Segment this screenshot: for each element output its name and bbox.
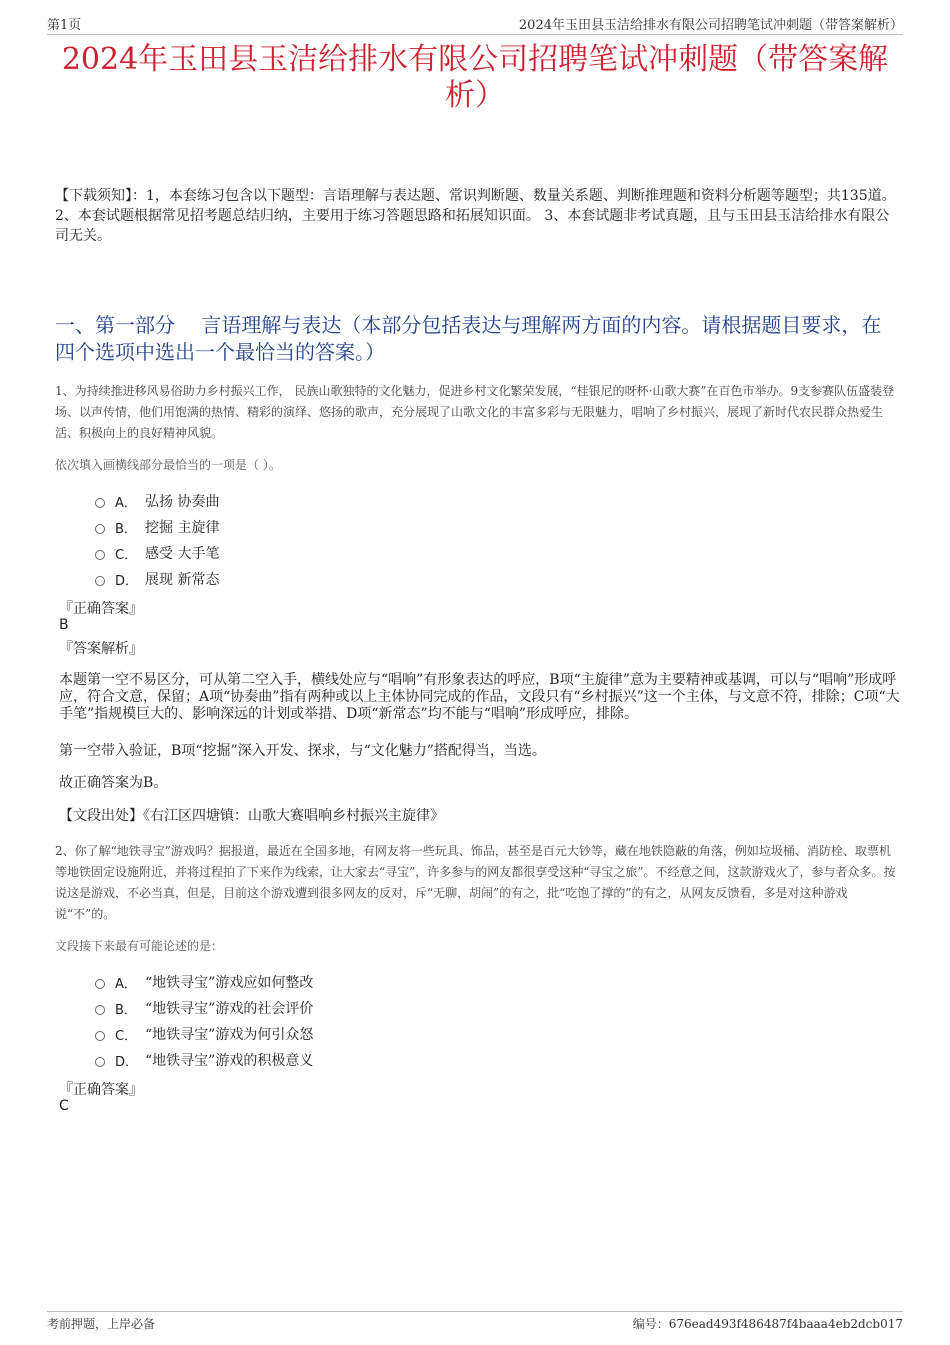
answer-value: B [59,617,69,633]
radio-icon[interactable] [95,1005,105,1015]
header-doc-title: 2024年玉田县玉洁给排水有限公司招聘笔试冲刺题（带答案解析） [518,18,903,33]
analysis-label: 『答案解析』 [59,641,143,657]
question-1-text: 1、为持续推进移风易俗助力乡村振兴工作， 民族山歌独特的文化魅力，促进乡村文化繁荣发展，“桂银尼的呀杯·山歌大赛”在百色市举办。9支参赛队伍盛装登场、以声传情，他们用饱满的热情、精彩的演绎、悠扬的歌声，充分展现了山歌文化的丰富多彩与无限魅力，唱响了乡村振兴，展现了新时代农民群众热爱生活、积极向上的良好精神风貌。 [55,384,895,440]
download-notice: 【下载须知】：1，本套练习包含以下题型：言语理解与表达题、常识判断题、数量关系题、判断推理题和资料分析题等题型；共135道。 2、本套试题根据常见招考题总结归纳，主要用于练习答题思路和拓展知识面。 3、本套试题非考试真题，且与玉田县玉洁给排水有限公司无关。 [55,188,896,244]
radio-icon[interactable] [95,576,105,586]
radio-icon[interactable] [95,979,105,989]
radio-icon[interactable] [95,1057,105,1067]
question-2-options [95,969,313,1073]
document-title: 2024年玉田县玉洁给排水有限公司招聘笔试冲刺题（带答案解析） [61,42,889,113]
page-footer [47,1311,903,1335]
footer-doc-id: 编号：676ead493f486487f4baaa4eb2dcb017 [632,1317,903,1331]
page-number: 第1页 [47,18,82,33]
question-2-text: 2、你了解“地铁寻宝”游戏吗？据报道，最近在全国多地，有网友将一些玩具、饰品，甚至是百元大钞等，藏在地铁隐蔽的角落，例如垃圾桶、消防栓、取票机等地铁固定设施附近，并将过程拍了下来作为线索，让大家去“寻宝”，许多参与的网友都很享受这种“寻宝之旅”。不经意之间，这款游戏火了，参与者众多。按说这是游戏，不必当真，但是，目前这个游戏遭到很多网友的反对，斥“无聊，胡闹”的有之，批“吃饱了撑的”的有之，从网友反馈看，多是对这种游戏说“不”的。 [55,844,896,921]
radio-icon[interactable] [95,1031,105,1041]
question-1-prompt: 依次填入画横线部分最恰当的一项是（ ）。 [55,458,281,472]
question-2-prompt: 文段接下来最有可能论述的是： [55,939,224,953]
answer-value: C [59,1098,69,1114]
radio-icon[interactable] [95,498,105,508]
source-citation: 【文段出处】《右江区四塘镇：山歌大赛唱响乡村振兴主旋律》 [59,808,444,824]
option-c[interactable]: C． “地铁寻宝”游戏为何引众怒 [95,1021,313,1047]
radio-icon[interactable] [95,550,105,560]
option-d[interactable]: D． “地铁寻宝”游戏的积极意义 [95,1047,313,1073]
analysis-paragraph: 本题第一空不易区分，可从第二空入手，横线处应与“唱响”有形象表达的呼应，B项“主旋律”意为主要精神或基调，可以与“唱响”形成呼应，符合文意，保留；A项“协奏曲”指有两种或以上主体协同完成的作品，文段只有“乡村振兴”这一个主体，与文意不符，排除；C项“大手笔”指规模巨大的、影响深远的计划或举措、D项“新常态”均不能与“唱响”形成呼应，排除。 [59,672,900,722]
option-c[interactable]: C． 感受 大手笔 [95,540,219,566]
answer-label: 『正确答案』 [59,601,143,617]
option-b[interactable]: B． “地铁寻宝”游戏的社会评价 [95,995,313,1021]
page-header [47,14,903,35]
section-title: 一、第一部分 言语理解与表达（本部分包括表达与理解两方面的内容。请根据题目要求，在四个选项中选出一个最恰当的答案。） [55,313,882,364]
option-b[interactable]: B． 挖掘 主旋律 [95,514,219,540]
analysis-paragraph: 第一空带入验证，B项“挖掘”深入开发、探求，与“文化魅力”搭配得当，当选。 [59,743,546,759]
question-1-options [95,488,219,592]
option-a[interactable]: A． “地铁寻宝”游戏应如何整改 [95,969,313,995]
radio-icon[interactable] [95,524,105,534]
option-d[interactable]: D． 展现 新常态 [95,566,219,592]
option-a[interactable]: A． 弘扬 协奏曲 [95,488,219,514]
answer-label: 『正确答案』 [59,1082,143,1098]
analysis-paragraph: 故正确答案为B。 [59,775,168,791]
footer-slogan: 考前押题，上岸必备 [47,1317,156,1331]
